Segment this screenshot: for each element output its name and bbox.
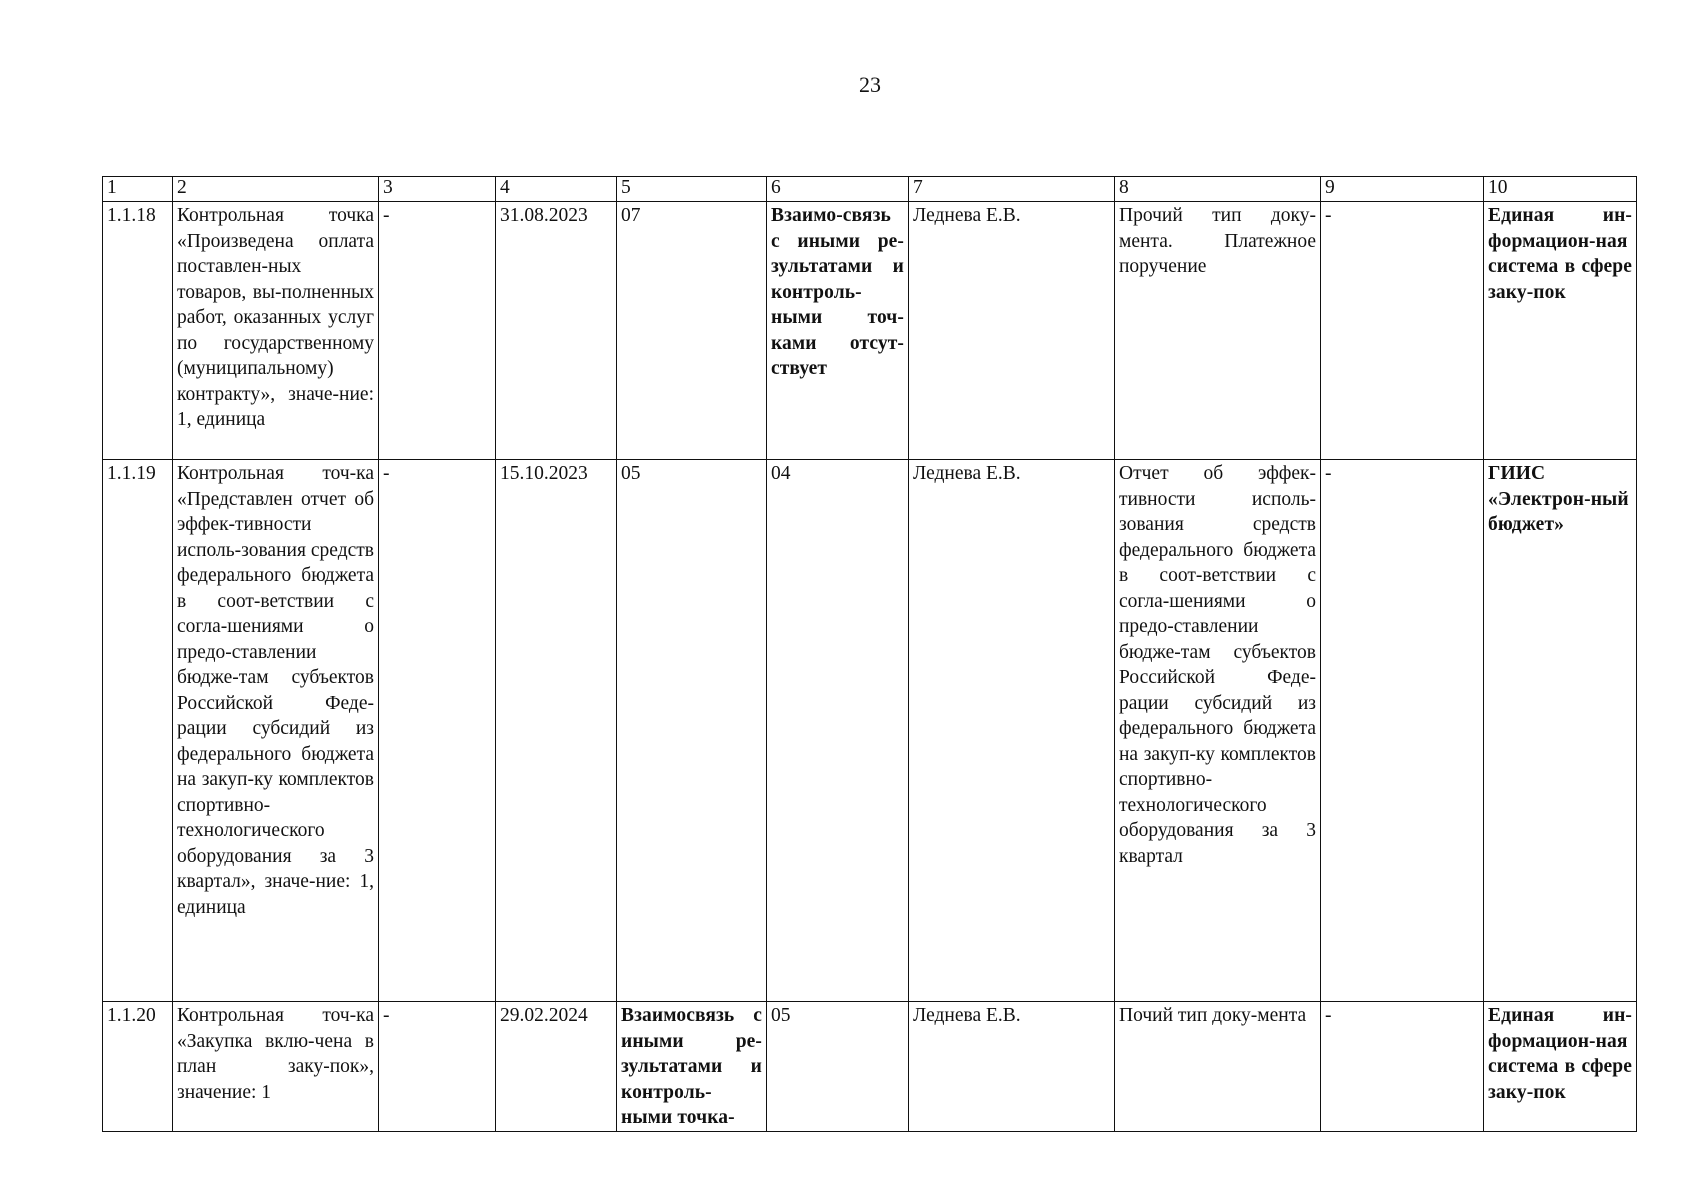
row-col9: -: [1321, 202, 1484, 460]
row-col5: 05: [617, 460, 767, 1002]
table-row: [103, 202, 1637, 460]
row-id: 1.1.18: [103, 202, 173, 460]
row-document: Отчет об эффек-тивности исполь-зования средств федерального бюджета в соот-ветствии с согла-шениями о предо-ставлении бюдже-там субъектов Российской Феде-рации субсидий из федерального бюджета на закуп-ку комплектов спортивно-технологического оборудования за 3 квартал: [1115, 460, 1321, 1002]
header-cell-1: 1: [103, 177, 173, 202]
row-description: Контрольная точ-ка «Представлен отчет об эффек-тивности исполь-зования средств федерального бюджета в соот-ветствии с согла-шениями о предо-ставлении бюдже-там субъектов Российской Феде-рации субсидий из федерального бюджета на закуп-ку комплектов спортивно-технологического оборудования за 3 квартал», значе-ние: 1, единица: [173, 460, 379, 1002]
row-date: 31.08.2023: [496, 202, 617, 460]
row-col3: -: [379, 1002, 496, 1132]
row-col3: -: [379, 460, 496, 1002]
row-system: ГИИС «Электрон-ный бюджет»: [1484, 460, 1637, 1002]
control-points-table: [102, 176, 1637, 1132]
row-col5: Взаимосвязь с иными ре-зультатами и контроль-ными точка-: [617, 1002, 767, 1132]
row-responsible: Леднева Е.В.: [909, 460, 1115, 1002]
table-row: [103, 460, 1637, 1002]
row-date: 29.02.2024: [496, 1002, 617, 1132]
header-cell-9: 9: [1321, 177, 1484, 202]
table-header-row: [103, 177, 1637, 202]
header-cell-10: 10: [1484, 177, 1637, 202]
row-document: Почий тип доку-мента: [1115, 1002, 1321, 1132]
header-cell-6: 6: [767, 177, 909, 202]
row-col5: 07: [617, 202, 767, 460]
row-col3: -: [379, 202, 496, 460]
header-cell-5: 5: [617, 177, 767, 202]
row-responsible: Леднева Е.В.: [909, 202, 1115, 460]
row-description: Контрольная точка «Произведена оплата поставлен-ных товаров, вы-полненных работ, оказанных услуг по государственному (муниципальному) контракту», значе-ние: 1, единица: [173, 202, 379, 460]
row-system: Единая ин-формацион-ная система в сфере заку-пок: [1484, 1002, 1637, 1132]
row-date: 15.10.2023: [496, 460, 617, 1002]
row-col6: 05: [767, 1002, 909, 1132]
table-row: [103, 1002, 1637, 1132]
row-col9: -: [1321, 1002, 1484, 1132]
header-cell-8: 8: [1115, 177, 1321, 202]
row-description: Контрольная точ-ка «Закупка вклю-чена в план заку-пок», значение: 1: [173, 1002, 379, 1132]
header-cell-2: 2: [173, 177, 379, 202]
row-col6: 04: [767, 460, 909, 1002]
page-number: 23: [859, 72, 881, 97]
row-system: Единая ин-формацион-ная система в сфере заку-пок: [1484, 202, 1637, 460]
header-cell-7: 7: [909, 177, 1115, 202]
row-id: 1.1.20: [103, 1002, 173, 1132]
row-document: Прочий тип доку-мента. Платежное поручение: [1115, 202, 1321, 460]
row-col6: Взаимо-связь с иными ре-зультатами и контроль-ными точ-ками отсут-ствует: [767, 202, 909, 460]
row-id: 1.1.19: [103, 460, 173, 1002]
header-cell-3: 3: [379, 177, 496, 202]
header-cell-4: 4: [496, 177, 617, 202]
row-responsible: Леднева Е.В.: [909, 1002, 1115, 1132]
row-col9: -: [1321, 460, 1484, 1002]
